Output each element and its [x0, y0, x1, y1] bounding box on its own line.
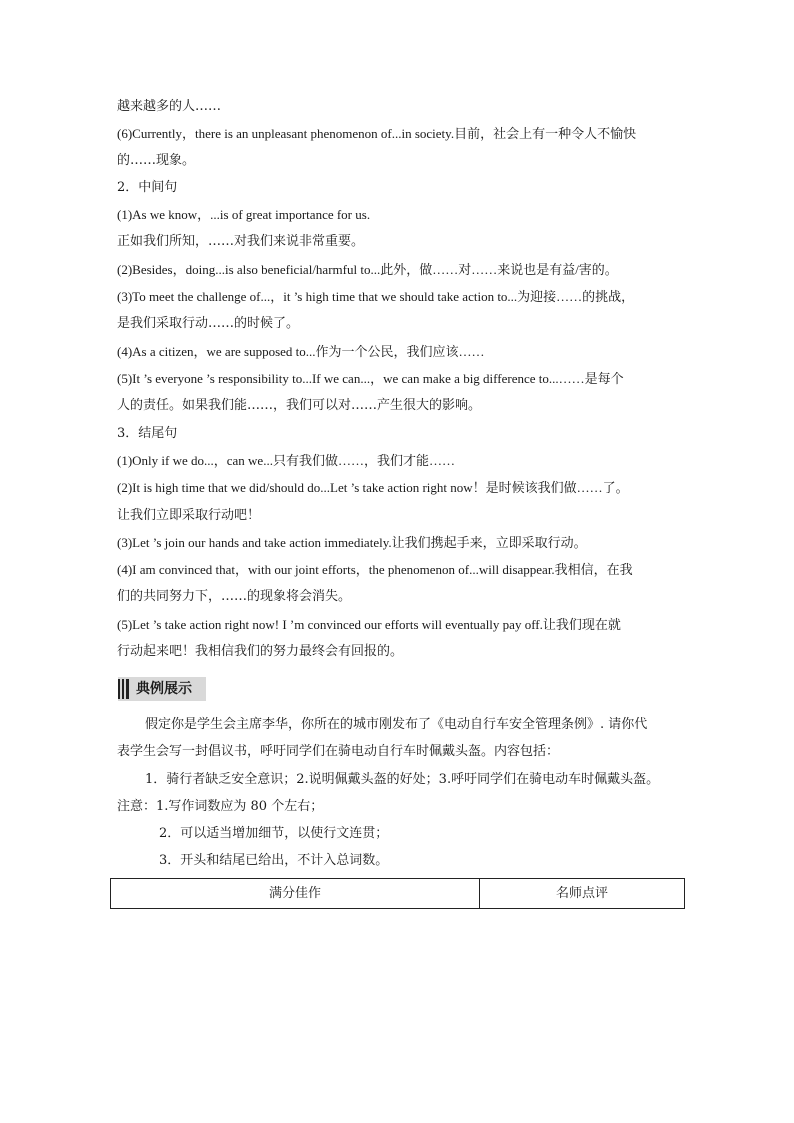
text-line: (5)It ’s everyone ’s responsibility to...If we can...，we can make a big difference to...……是每个 [117, 371, 624, 386]
text-line: 的……现象。 [117, 153, 196, 168]
table-header-model-essay: 满分佳作 [111, 879, 480, 909]
section-title-middle: 2．中间句 [117, 180, 178, 195]
text-line: (5)Let ’s take action right now! I ’m convinced our efforts will eventually pay off.让我们现在就 [117, 617, 621, 632]
text-line: 行动起来吧！我相信我们的努力最终会有回报的。 [117, 644, 404, 659]
essay-table [110, 878, 685, 909]
text-line: (1)Only if we do...，can we...只有我们做……，我们才能…… [117, 453, 455, 468]
text-line: 们的共同努力下，……的现象将会消失。 [117, 589, 352, 604]
text-line: 让我们立即采取行动吧！ [117, 508, 261, 523]
text-line: (3)Let ’s join our hands and take action immediately.让我们携起手来，立即采取行动。 [117, 535, 587, 550]
task-note: 2．可以适当增加细节，以使行文连贯； [159, 826, 389, 841]
section-heading: 典例展示 [136, 681, 192, 697]
text-line: 是我们采取行动……的时候了。 [117, 316, 300, 331]
task-content: 1．骑行者缺乏安全意识；2.说明佩戴头盔的好处；3.呼吁同学们在骑电动车时佩戴头盔。 [145, 772, 660, 787]
text-line: (2)It is high time that we did/should do...Let ’s take action right now！是时候该我们做……了。 [117, 480, 629, 495]
text-line: 越来越多的人…… [117, 99, 222, 114]
task-intro-continued: 表学生会写一封倡议书，呼吁同学们在骑电动自行车时佩戴头盔。内容包括： [117, 744, 560, 759]
table-header-teacher-comment: 名师点评 [480, 879, 685, 909]
text-line: 人的责任。如果我们能……，我们可以对……产生很大的影响。 [117, 398, 482, 413]
section-title-ending: 3．结尾句 [117, 426, 178, 441]
table-header-row [111, 879, 685, 909]
task-note: 3．开头和结尾已给出，不计入总词数。 [159, 853, 389, 868]
text-line: (3)To meet the challenge of...，it ’s high time that we should take action to...为迎接……的挑战， [117, 289, 635, 304]
text-line: (1)As we know，...is of great importance for us. [117, 207, 371, 222]
task-intro: 假定你是学生会主席李华，你所在的城市刚发布了《电动自行车安全管理条例》. 请你代 [145, 717, 648, 732]
text-line: 正如我们所知，……对我们来说非常重要。 [117, 234, 365, 249]
section-heading-bars-icon [118, 677, 128, 701]
task-note: 注意：1.写作词数应为 80 个左右； [117, 799, 324, 814]
text-line: (6)Currently，there is an unpleasant phenomenon of...in society.目前，社会上有一种令人不愉快 [117, 126, 637, 141]
text-line: (4)As a citizen，we are supposed to...作为一个公民，我们应该…… [117, 344, 485, 359]
text-line: (2)Besides，doing...is also beneficial/harmful to...此外，做……对……来说也是有益/害的。 [117, 262, 618, 277]
text-line: (4)I am convinced that，with our joint efforts，the phenomenon of...will disappear.我相信，在我 [117, 562, 633, 577]
